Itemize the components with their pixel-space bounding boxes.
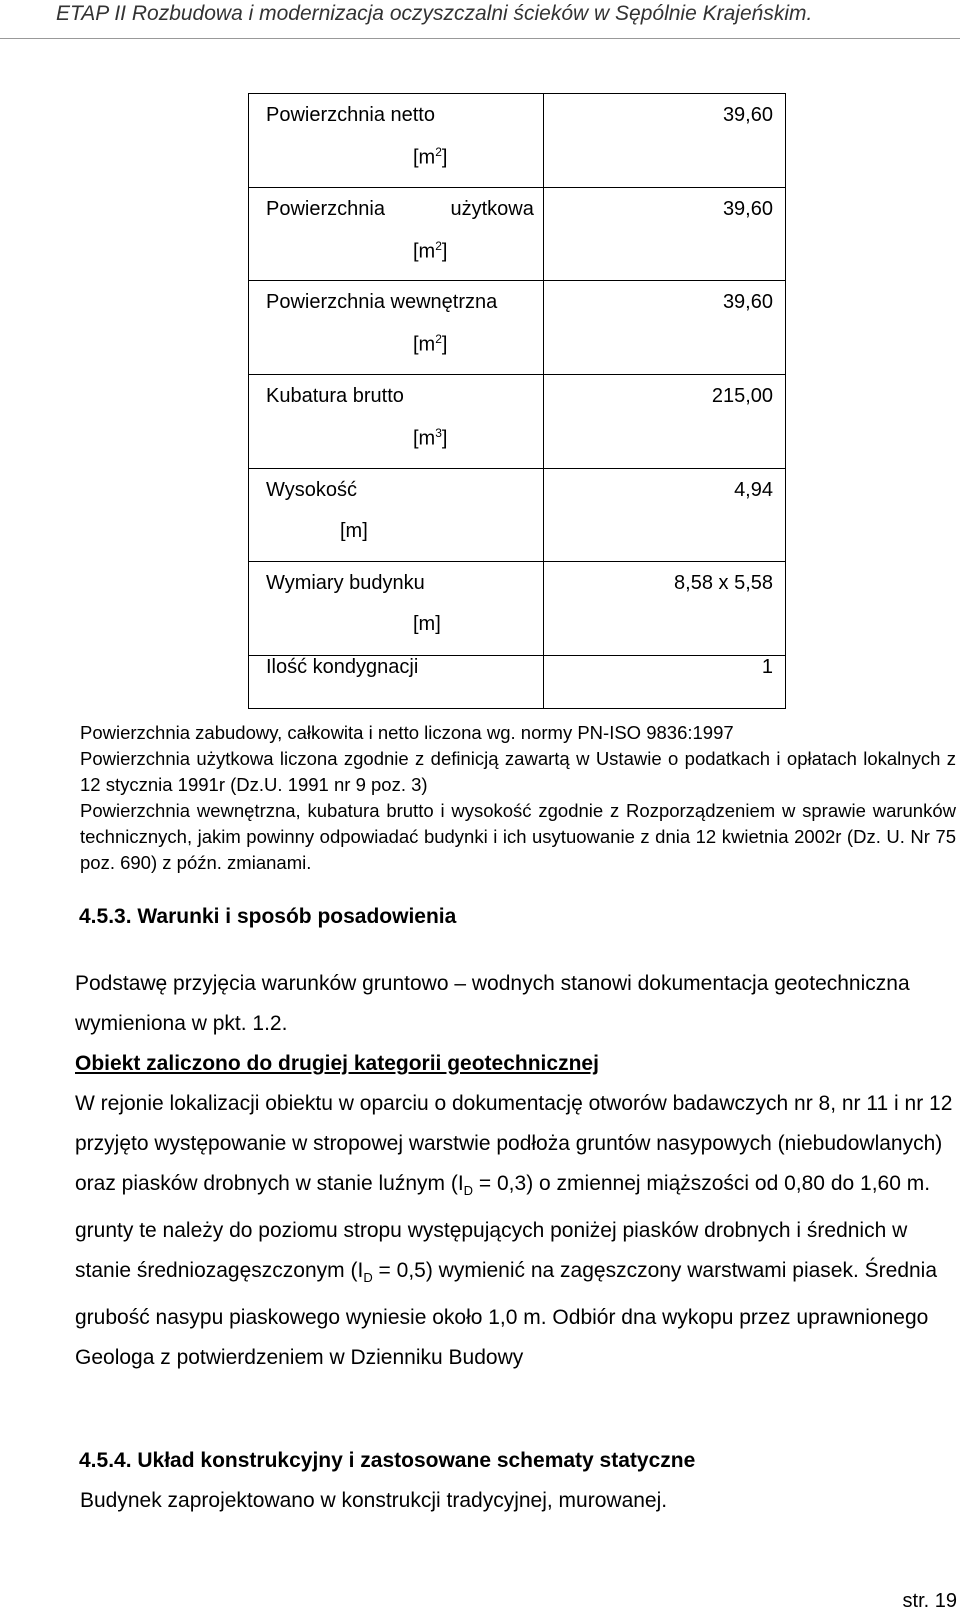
section-4-5-3-body	[75, 964, 955, 1378]
table-cell-label: Powierzchnia użytkowa $[m^2]$	[249, 187, 544, 281]
table-row	[249, 468, 786, 562]
table-cell-value: 39,60	[544, 281, 786, 375]
table-cell-label: Powierzchnia netto $[m^2]$	[249, 94, 544, 188]
page-header: ETAP II Rozbudowa i modernizacja oczyszczalni ścieków w Sępólnie Krajeńskim.	[56, 2, 813, 25]
table-row	[249, 562, 786, 656]
table-cell-label: Wysokość [m]	[249, 468, 544, 562]
table-row	[249, 187, 786, 281]
section-heading-4-5-4: 4.5.4. Układ konstrukcyjny i zastosowane schematy statyczne	[79, 1449, 696, 1472]
table-row	[249, 94, 786, 188]
table-cell-value: 4,94	[544, 468, 786, 562]
header-divider	[0, 38, 960, 39]
table-cell-label: Wymiary budynku [m]	[249, 562, 544, 656]
paragraph: W rejonie lokalizacji obiektu w oparciu o dokumentację otworów badawczych nr 8, nr 11 i nr 12 przyjęto występowanie w stropowej warstwie podłoża gruntów nasypowych (niebudowlanych) oraz piasków drobnych w stanie luźnym $(I_D = 0,3)$ o zmiennej miąższości od 0,80 do 1,60 m. grunty te należy do poziomu stropu występujących poniżej piasków drobnych i średnich w stanie średniozagęszczonym $(I_D = 0,5)$ wymienić na zagęszczony warstwami piasek. Średnia grubość nasypu piaskowego wyniesie około 1,0 m. Odbiór dna wykopu przez uprawnionego Geologa z potwierdzeniem w Dzienniku Budowy	[75, 1092, 953, 1370]
note-line: Powierzchnia zabudowy, całkowita i netto liczona wg. normy PN-ISO 9836:1997	[80, 722, 734, 743]
table-row	[249, 281, 786, 375]
table-cell-value: 39,60	[544, 94, 786, 188]
note-line: Powierzchnia wewnętrzna, kubatura brutto i wysokość zgodnie z Rozporządzeniem w sprawie warunków technicznych, jakim powinny odpowiadać budynki i ich usytuowanie z dnia 12 kwietnia 2002r (Dz. U. Nr 75 poz. 690) z późn. zmianami.	[80, 800, 956, 873]
table-row	[249, 656, 786, 709]
table-cell-value: 8,58 x 5,58	[544, 562, 786, 656]
table-cell-label: Kubatura brutto $[m^3]$	[249, 374, 544, 468]
section-heading-4-5-3: 4.5.3. Warunki i sposób posadowienia	[79, 905, 457, 928]
note-line: Powierzchnia użytkowa liczona zgodnie z definicją zawartą w Ustawie o podatkach i opłatach lokalnych z 12 stycznia 1991r (Dz.U. 1991 nr 9 poz. 3)	[80, 748, 956, 795]
section-4-5-4-body: Budynek zaprojektowano w konstrukcji tradycyjnej, murowanej.	[80, 1489, 668, 1512]
table-cell-value: 1	[544, 656, 786, 709]
building-parameters-table	[248, 93, 786, 709]
page-number: str. 19	[902, 1590, 957, 1612]
table-cell-label: Ilość kondygnacji	[249, 656, 544, 709]
paragraph: Podstawę przyjęcia warunków gruntowo – wodnych stanowi dokumentacja geotechniczna wymieniona w pkt. 1.2.	[75, 972, 910, 1035]
table-cell-value: 39,60	[544, 187, 786, 281]
geotechnical-category: Obiekt zaliczono do drugiej kategorii geotechnicznej	[75, 1052, 599, 1075]
table-notes	[80, 720, 956, 876]
table-cell-label: Powierzchnia wewnętrzna $[m^2]$	[249, 281, 544, 375]
table-row	[249, 374, 786, 468]
table-cell-value: 215,00	[544, 374, 786, 468]
